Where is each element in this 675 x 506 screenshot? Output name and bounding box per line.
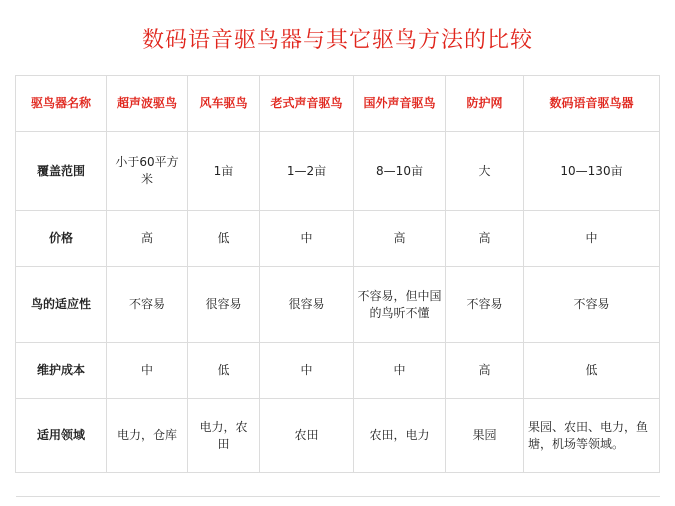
table-cell: 10—130亩: [524, 132, 660, 211]
header-cell: 驱鸟器名称: [16, 76, 107, 132]
row-label: 价格: [16, 211, 107, 267]
table-cell: 高: [446, 211, 524, 267]
table-cell: 高: [446, 343, 524, 399]
table-cell: 中: [354, 343, 446, 399]
table-header-row: [16, 76, 660, 132]
table-cell: 中: [260, 211, 354, 267]
table-cell: 不容易: [107, 267, 188, 343]
table-cell: 不容易，但中国的鸟听不懂: [354, 267, 446, 343]
table-cell: 不容易: [524, 267, 660, 343]
table-cell: 不容易: [446, 267, 524, 343]
row-label: 鸟的适应性: [16, 267, 107, 343]
header-cell: 超声波驱鸟: [107, 76, 188, 132]
header-cell: 风车驱鸟: [188, 76, 260, 132]
table-cell: 8—10亩: [354, 132, 446, 211]
table-cell: 农田，电力: [354, 399, 446, 473]
row-label: 适用领域: [16, 399, 107, 473]
table-cell: 低: [524, 343, 660, 399]
empty-footer-cell: [16, 473, 660, 497]
table-row: [16, 211, 660, 267]
table-cell: 1亩: [188, 132, 260, 211]
comparison-table: [15, 75, 660, 497]
table-cell: 小于60平方米: [107, 132, 188, 211]
table-cell: 果园: [446, 399, 524, 473]
row-label: 维护成本: [16, 343, 107, 399]
table-cell: 中: [107, 343, 188, 399]
table-row: [16, 132, 660, 211]
table-cell: 低: [188, 343, 260, 399]
table-row: [16, 343, 660, 399]
row-label: 覆盖范围: [16, 132, 107, 211]
table-cell: 大: [446, 132, 524, 211]
table-row: [16, 399, 660, 473]
header-cell: 数码语音驱鸟器: [524, 76, 660, 132]
table-footer-spacer: [16, 473, 660, 497]
table-cell: 电力，农田: [188, 399, 260, 473]
header-cell: 国外声音驱鸟: [354, 76, 446, 132]
table-cell: 农田: [260, 399, 354, 473]
table-cell: 中: [524, 211, 660, 267]
table-cell: 电力，仓库: [107, 399, 188, 473]
table-cell: 中: [260, 343, 354, 399]
table-cell: 果园、农田、电力，鱼塘，机场等领域。: [524, 399, 660, 473]
table-row: [16, 267, 660, 343]
header-cell: 老式声音驱鸟: [260, 76, 354, 132]
header-cell: 防护网: [446, 76, 524, 132]
table-cell: 高: [107, 211, 188, 267]
page-title: 数码语音驱鸟器与其它驱鸟方法的比较: [141, 28, 533, 53]
table-cell: 很容易: [260, 267, 354, 343]
table-cell: 很容易: [188, 267, 260, 343]
table-cell: 1—2亩: [260, 132, 354, 211]
table-cell: 高: [354, 211, 446, 267]
table-cell: 低: [188, 211, 260, 267]
